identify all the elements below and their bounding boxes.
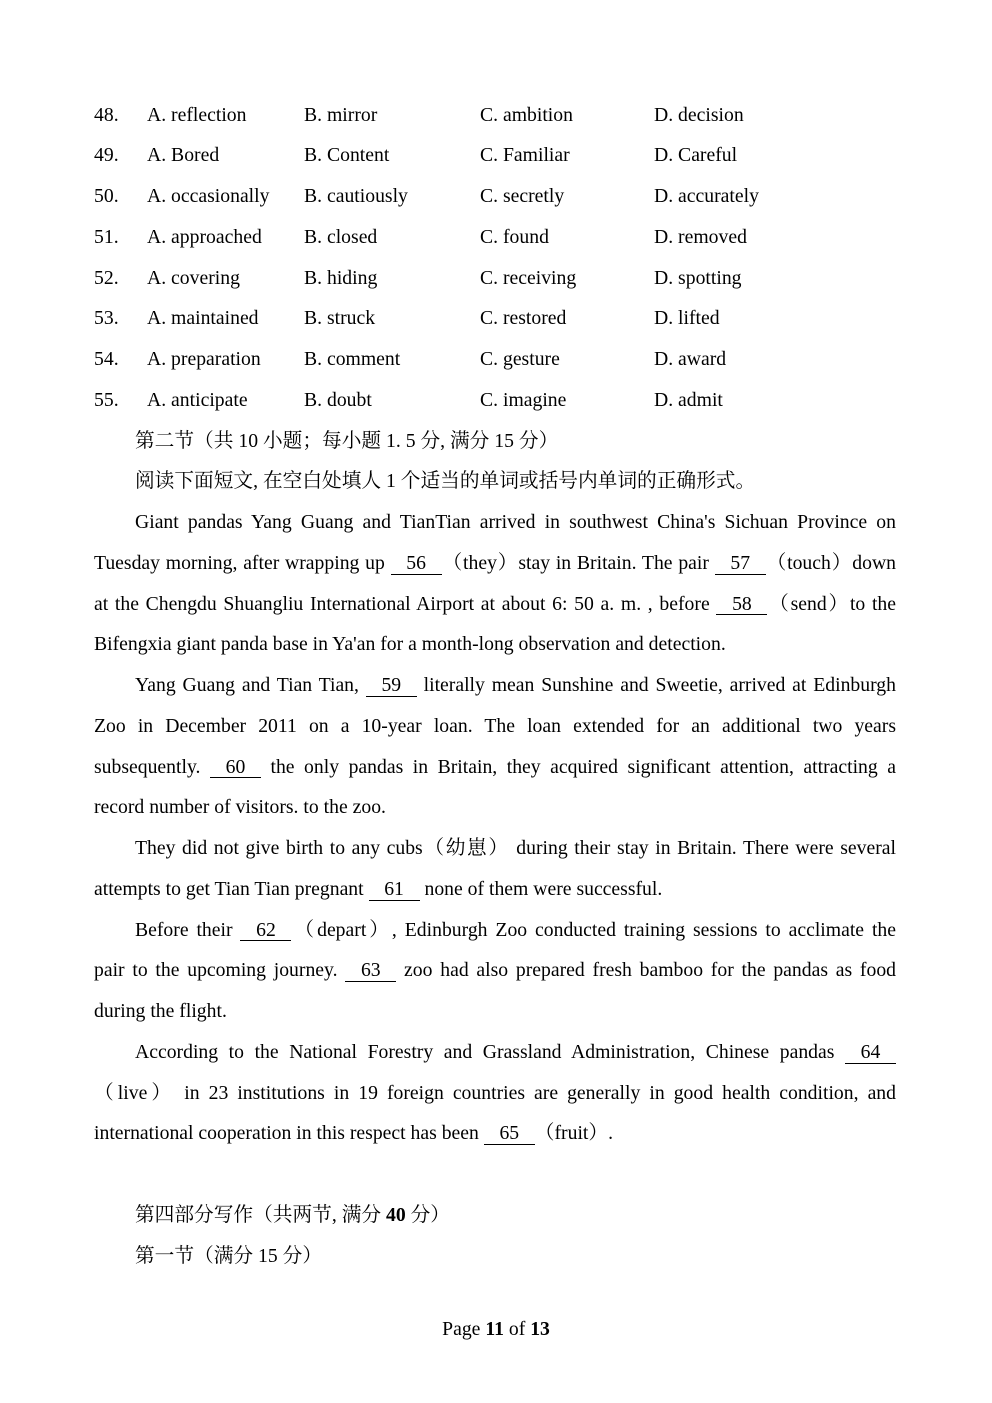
passage-text: Bifengxia giant panda base in Ya'an for a month-long observation and detection.: [94, 633, 726, 656]
option-a: A. Bored: [147, 144, 220, 167]
question-row: [94, 95, 896, 136]
passage-paragraph: [94, 910, 896, 1032]
passage-text: the only pandas in Britain, they acquired significant attention, attracting a: [260, 755, 896, 778]
page-footer: [0, 1309, 992, 1350]
option-c: C. secretly: [480, 185, 565, 208]
passage-text: （depart）, Edinburgh Zoo conducted training sessions to acclimate the: [291, 918, 896, 941]
passage-paragraph: [94, 1032, 896, 1154]
option-c: C. found: [480, 225, 549, 248]
passage-line: [94, 543, 896, 584]
answer-blank: 58: [716, 595, 767, 616]
option-c: C. gesture: [480, 348, 560, 371]
passage-text: Tuesday morning, after wrapping up: [94, 551, 391, 574]
option-b: B. hiding: [304, 266, 378, 289]
option-a: A. covering: [147, 266, 240, 289]
question-number: 53.: [94, 307, 119, 330]
answer-blank: 62: [240, 921, 291, 942]
option-c: C. Familiar: [480, 144, 570, 167]
passage-line: [94, 950, 896, 991]
passage-text: （touch）down: [765, 551, 897, 574]
passage-text: subsequently.: [94, 755, 210, 778]
page-content: [94, 95, 896, 1277]
option-c: C. restored: [480, 307, 567, 330]
question-number: 55.: [94, 388, 119, 411]
question-number: 52.: [94, 266, 119, 289]
passage-text: at the Chengdu Shuangliu International Airport at about 6: 50 a. m. , before: [94, 592, 717, 615]
option-d: D. spotting: [654, 266, 742, 289]
part-score: 40: [386, 1203, 406, 1226]
passage-paragraph: [94, 665, 896, 828]
option-a: A. anticipate: [147, 388, 248, 411]
option-d: D. accurately: [654, 185, 759, 208]
passage-line: [94, 828, 896, 869]
passage-line: [94, 584, 896, 625]
passage-text: attempts to get Tian Tian pregnant: [94, 877, 369, 900]
footer-of-label: of: [508, 1317, 526, 1340]
option-d: D. decision: [654, 103, 744, 126]
question-row: [94, 380, 896, 421]
passage-text: Giant pandas Yang Guang and TianTian arrived in southwest China's Sichuan Province on: [135, 511, 896, 534]
passage-line: [94, 1032, 896, 1073]
footer-current-page: 11: [485, 1317, 504, 1340]
question-row: [94, 176, 896, 217]
passage-line: [94, 747, 896, 788]
option-a: A. reflection: [147, 103, 247, 126]
passage-text: （fruit）.: [534, 1122, 613, 1145]
passage-text: Zoo in December 2011 on a 10-year loan. The loan extended for an additional two years: [94, 714, 896, 737]
passage-text: （live） in 23 institutions in 19 foreign countries are generally in good health condition, and: [94, 1081, 896, 1104]
option-d: D. admit: [654, 388, 723, 411]
passage-text: during the flight.: [94, 1000, 227, 1023]
passage-line: [94, 991, 896, 1032]
passage-line: [94, 1113, 896, 1154]
option-c: C. imagine: [480, 388, 567, 411]
question-row: [94, 298, 896, 339]
question-number: 48.: [94, 103, 119, 126]
passage-paragraph: [94, 828, 896, 910]
option-b: B. cautiously: [304, 185, 408, 208]
answer-blank: 64: [845, 1043, 896, 1064]
passage-text: literally mean Sunshine and Sweetie, arrived at Edinburgh: [416, 674, 896, 697]
option-d: D. removed: [654, 225, 747, 248]
section-heading: 第二节（共 10 小题；每小题 1. 5 分, 满分 15 分）: [135, 429, 559, 452]
option-b: B. doubt: [304, 388, 372, 411]
passage-line: [94, 869, 896, 910]
passage-line: [94, 787, 896, 828]
option-b: B. struck: [304, 307, 376, 330]
option-c: C. receiving: [480, 266, 577, 289]
question-number: 54.: [94, 348, 119, 371]
part-heading: [94, 1195, 896, 1236]
passage-text: international cooperation in this respect has been: [94, 1122, 484, 1145]
option-b: B. closed: [304, 225, 378, 248]
option-a: A. maintained: [147, 307, 259, 330]
option-d: D. award: [654, 348, 727, 371]
answer-blank: 60: [210, 758, 261, 779]
passage-text: zoo had also prepared fresh bamboo for the pandas as food: [396, 959, 897, 982]
passage-line: [94, 624, 896, 665]
passage-line: [94, 665, 896, 706]
passage-text: record number of visitors. to the zoo.: [94, 796, 386, 819]
passage-text: none of them were successful.: [419, 877, 663, 900]
answer-blank: 61: [369, 880, 420, 901]
passage-text: According to the National Forestry and Grassland Administration, Chinese pandas: [135, 1040, 845, 1063]
question-row: [94, 217, 896, 258]
question-row: [94, 135, 896, 176]
answer-blank: 65: [484, 1124, 535, 1145]
option-a: A. approached: [147, 225, 262, 248]
option-a: A. preparation: [147, 348, 261, 371]
section-instruction: 阅读下面短文, 在空白处填人 1 个适当的单词或括号内单词的正确形式。: [135, 470, 756, 493]
question-number: 51.: [94, 225, 119, 248]
part-heading-end: 分）: [405, 1203, 450, 1226]
question-options-list: [94, 95, 896, 421]
passage-text: pair to the upcoming journey.: [94, 959, 346, 982]
answer-blank: 63: [345, 961, 396, 982]
footer-total-pages: 13: [530, 1317, 550, 1340]
question-row: [94, 258, 896, 299]
option-b: B. comment: [304, 348, 401, 371]
passage-paragraph: [94, 502, 896, 665]
answer-blank: 57: [715, 554, 766, 575]
question-number: 49.: [94, 144, 119, 167]
option-a: A. occasionally: [147, 185, 270, 208]
option-d: D. lifted: [654, 307, 720, 330]
passage-text: （they）stay in Britain. The pair: [441, 551, 715, 574]
option-b: B. mirror: [304, 103, 378, 126]
footer-page-label: Page: [442, 1317, 481, 1340]
option-c: C. ambition: [480, 103, 573, 126]
passage-text: Before their: [135, 918, 241, 941]
passage: [94, 502, 896, 1154]
passage-line: [94, 706, 896, 747]
question-number: 50.: [94, 185, 119, 208]
option-d: D. Careful: [654, 144, 738, 167]
passage-text: Yang Guang and Tian Tian,: [135, 674, 366, 697]
passage-line: [94, 502, 896, 543]
passage-line: [94, 910, 896, 951]
part-heading-start: 第四部分写作（共两节, 满分: [135, 1203, 387, 1226]
option-b: B. Content: [304, 144, 390, 167]
passage-line: [94, 1073, 896, 1114]
subsection-heading: 第一节（满分 15 分）: [135, 1244, 323, 1267]
passage-text: （send）to the: [767, 592, 897, 615]
passage-text: They did not give birth to any cubs（幼崽） during their stay in Britain. There were several: [135, 837, 896, 860]
answer-blank: 59: [366, 676, 417, 697]
question-row: [94, 339, 896, 380]
answer-blank: 56: [391, 554, 442, 575]
